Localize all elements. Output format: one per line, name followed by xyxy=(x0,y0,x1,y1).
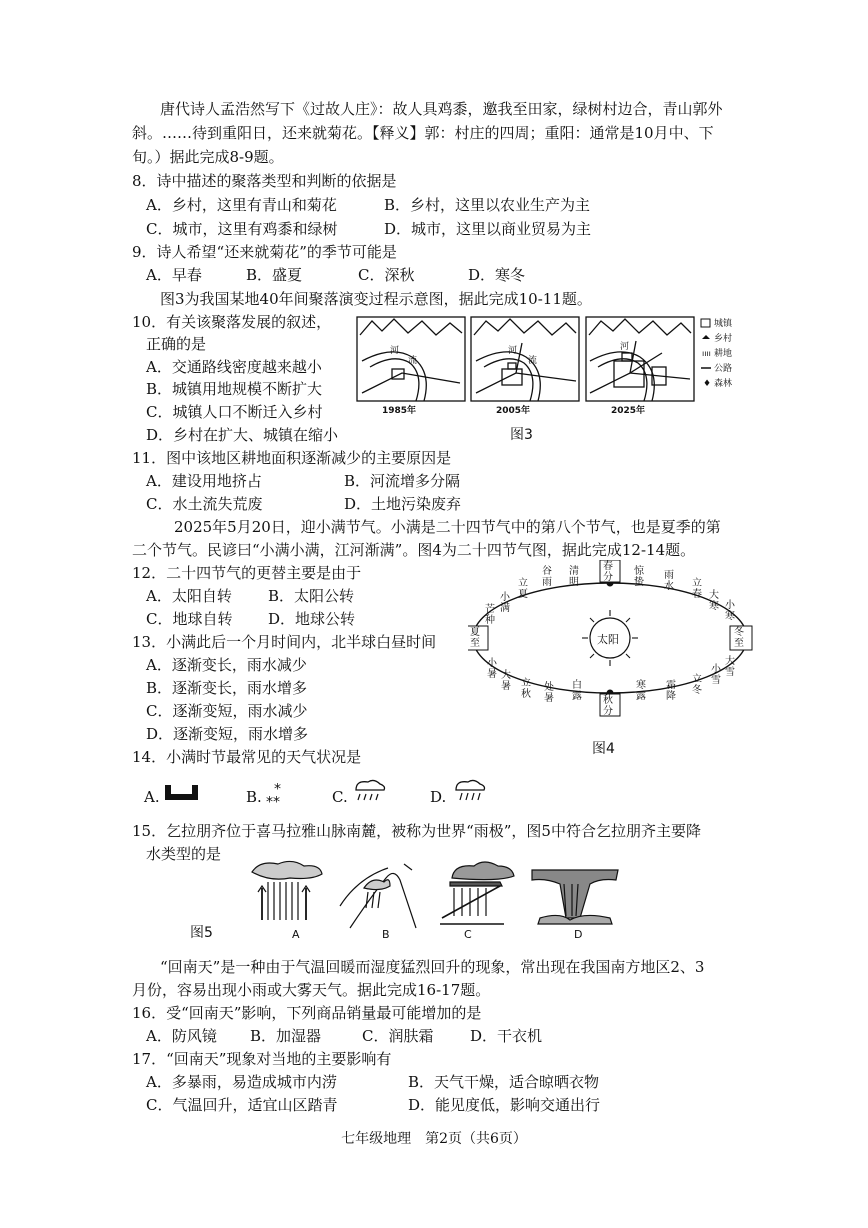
term-jingzhe: 惊蛰 xyxy=(634,566,644,588)
fig5-label-b: B xyxy=(382,928,390,941)
rain-icon xyxy=(452,778,488,804)
term-xiaohan: 小寒 xyxy=(725,600,735,622)
q10-option-d[interactable]: D．乡村在扩大、城镇在缩小 xyxy=(146,426,339,444)
q14-option-a[interactable]: A. xyxy=(144,788,160,806)
q17-option-a[interactable]: A．多暴雨，易造成城市内涝 xyxy=(146,1073,337,1091)
q14-option-d[interactable]: D. xyxy=(430,788,447,806)
q12-option-b[interactable]: B．太阳公转 xyxy=(268,587,355,605)
term-dahan: 大寒 xyxy=(709,590,719,612)
q12-option-a[interactable]: A．太阳自转 xyxy=(146,587,232,605)
q17-stem: 17．“回南天”现象对当地的主要影响有 xyxy=(132,1050,392,1068)
q9-option-c[interactable]: C．深秋 xyxy=(358,266,415,284)
term-bailu: 白露 xyxy=(572,680,582,702)
intro-poem-line2: 斜。……待到重阳日，还来就菊花。【释义】郭：村庄的四周；重阳：通常是10月中、下 xyxy=(132,124,714,142)
fig3-legend-farmland: 耕地 xyxy=(714,349,733,359)
fig3-legend-forest: 森林 xyxy=(714,379,733,389)
intro-huinantian-line2: 月份，容易出现小雨或大雾天气。据此完成16-17题。 xyxy=(132,981,491,999)
snow-icon xyxy=(264,776,300,806)
q15-stem-line2: 水类型的是 xyxy=(146,845,222,863)
q11-option-b[interactable]: B．河流增多分隔 xyxy=(344,472,461,490)
q8-option-a[interactable]: A．乡村，这里有青山和菊花 xyxy=(146,196,337,214)
term-xiazhi: 夏至 xyxy=(470,627,480,649)
fig3-legend-village: 乡村 xyxy=(714,334,733,344)
intro-fig3: 图3为我国某地40年间聚落演变过程示意图，据此完成10-11题。 xyxy=(160,290,592,308)
fig5-label-c: C xyxy=(464,928,472,941)
q13-option-b[interactable]: B．逐渐变长，雨水增多 xyxy=(146,679,308,697)
q13-option-c[interactable]: C．逐渐变短，雨水减少 xyxy=(146,702,308,720)
q13-option-a[interactable]: A．逐渐变长，雨水减少 xyxy=(146,656,307,674)
figure-3-settlement-evolution xyxy=(352,313,747,423)
q11-option-a[interactable]: A．建设用地挤占 xyxy=(146,472,262,490)
q8-option-c[interactable]: C．城市，这里有鸡黍和绿树 xyxy=(146,220,338,238)
fig3-river-label-2025: 河 xyxy=(620,342,630,352)
q16-stem: 16．受“回南天”影响，下列商品销量最可能增加的是 xyxy=(132,1004,482,1022)
q12-option-c[interactable]: C．地球自转 xyxy=(146,610,233,628)
q10-stem-line2: 正确的是 xyxy=(146,335,207,353)
svg-text:♦: ♦ xyxy=(703,379,712,389)
q16-option-d[interactable]: D．干衣机 xyxy=(470,1027,543,1045)
q10-option-c[interactable]: C．城镇人口不断迁入乡村 xyxy=(146,403,323,421)
q12-stem: 12．二十四节气的更替主要是由于 xyxy=(132,564,362,582)
term-chushu: 处暑 xyxy=(544,682,554,704)
fig5-caption: 图5 xyxy=(190,925,213,941)
dust-storm-icon xyxy=(162,782,202,804)
svg-text:ıııı: ıııı xyxy=(702,349,711,358)
q8-option-b[interactable]: B．乡村，这里以农业生产为主 xyxy=(384,196,591,214)
q16-option-a[interactable]: A．防风镜 xyxy=(146,1027,217,1045)
q12-option-d[interactable]: D．地球公转 xyxy=(268,610,356,628)
q9-option-b[interactable]: B．盛夏 xyxy=(246,266,303,284)
q14-option-c[interactable]: C. xyxy=(332,788,348,806)
intro-xiaoman-line2: 二个节气。民谚曰“小满小满，江河渐满”。图4为二十四节气图，据此完成12-14题。 xyxy=(132,541,696,559)
q13-stem: 13．小满此后一个月时间内，北半球白昼时间 xyxy=(132,633,437,651)
term-shuangjiang: 霜降 xyxy=(666,680,676,702)
q11-option-c[interactable]: C．水土流失荒废 xyxy=(146,495,263,513)
term-lixia: 立夏 xyxy=(518,578,528,600)
term-lidong: 立冬 xyxy=(692,674,702,696)
term-mangzhong: 芒种 xyxy=(485,604,495,626)
fig3-legend-town: 城镇 xyxy=(714,319,733,329)
fig3-year-2025: 2025年 xyxy=(611,406,646,416)
term-qingming: 清明 xyxy=(569,566,579,588)
q11-option-d[interactable]: D．土地污染废弃 xyxy=(344,495,462,513)
term-chunfen: 春分 xyxy=(603,561,613,583)
sun-label: 太阳 xyxy=(597,633,619,646)
fig5-label-d: D xyxy=(574,928,583,941)
page-footer: 七年级地理 第2页（共6页） xyxy=(341,1131,527,1147)
term-guyu: 谷雨 xyxy=(542,566,552,588)
q10-option-a[interactable]: A．交通路线密度越来越小 xyxy=(146,358,322,376)
fig3-panel-2005 xyxy=(471,317,579,401)
svg-text:⁎⁎: ⁎⁎ xyxy=(266,790,280,806)
q16-option-b[interactable]: B．加湿器 xyxy=(250,1027,322,1045)
term-xiaoxue: 小雪 xyxy=(711,664,721,686)
fig3-river2-label-1985: 流 xyxy=(408,356,418,366)
intro-poem-line3: 旬。）据此完成8-9题。 xyxy=(132,148,284,166)
q13-option-d[interactable]: D．逐渐变短，雨水增多 xyxy=(146,725,309,743)
q16-option-c[interactable]: C．润肤霜 xyxy=(362,1027,434,1045)
term-dongzhi: 冬至 xyxy=(734,627,744,649)
intro-poem-line1: 唐代诗人孟浩然写下《过故人庄》：故人具鸡黍，邀我至田家，绿树村边合，青山郭外 xyxy=(160,100,723,118)
intro-huinantian-line1: “回南天”是一种由于气温回暖而湿度猛烈回升的现象，常出现在我国南方地区2、3 xyxy=(160,958,705,976)
q8-option-d[interactable]: D．城市，这里以商业贸易为主 xyxy=(384,220,592,238)
q10-option-b[interactable]: B．城镇用地规模不断扩大 xyxy=(146,380,323,398)
term-dashu: 大暑 xyxy=(501,670,511,692)
term-lichun: 立春 xyxy=(692,578,702,600)
term-xiaoshu: 小暑 xyxy=(487,658,497,680)
q10-stem-line1: 10．有关该聚落发展的叙述， xyxy=(132,313,332,331)
svg-text:⁎: ⁎ xyxy=(274,777,281,793)
fig3-river-label-2005: 河 xyxy=(508,346,518,356)
fig4-labels xyxy=(468,560,786,730)
q14-option-b[interactable]: B. xyxy=(246,788,262,806)
fig4-caption: 图4 xyxy=(592,741,615,757)
fig3-legend-road: 公路 xyxy=(714,364,733,374)
fig3-river2-label-2005: 流 xyxy=(528,356,538,366)
q14-stem: 14．小满时节最常见的天气状况是 xyxy=(132,748,362,766)
term-daxue: 大雪 xyxy=(725,656,735,678)
q9-stem: 9．诗人希望“还来就菊花”的季节可能是 xyxy=(132,243,397,261)
q11-stem: 11．图中该地区耕地面积逐渐减少的主要原因是 xyxy=(132,449,452,467)
thunderstorm-icon xyxy=(352,778,388,804)
intro-xiaoman-line1: 2025年5月20日，迎小满节气。小满是二十四节气中的第八个节气，也是夏季的第 xyxy=(174,518,721,536)
figure-5-precipitation-types xyxy=(240,858,620,943)
term-xiaoman: 小满 xyxy=(500,592,510,614)
fig3-year-1985: 1985年 xyxy=(382,406,417,416)
q15-stem-line1: 15．乞拉朋齐位于喜马拉雅山脉南麓，被称为世界“雨极”，图5中符合乞拉朋齐主要降 xyxy=(132,822,701,840)
q17-option-c[interactable]: C．气温回升，适宜山区踏青 xyxy=(146,1096,338,1114)
fig3-caption: 图3 xyxy=(510,427,533,443)
fig3-year-2005: 2005年 xyxy=(496,406,531,416)
term-hanlu: 寒露 xyxy=(636,680,646,702)
term-yushui: 雨水 xyxy=(664,570,674,592)
q17-option-d[interactable]: D．能见度低，影响交通出行 xyxy=(408,1096,601,1114)
q17-option-b[interactable]: B．天气干燥，适合晾晒衣物 xyxy=(408,1073,600,1091)
term-liqiu: 立秋 xyxy=(521,678,531,700)
term-qiufen: 秋分 xyxy=(603,695,613,717)
q8-stem: 8．诗中描述的聚落类型和判断的依据是 xyxy=(132,172,397,190)
fig5-label-a: A xyxy=(292,928,300,941)
q9-option-d[interactable]: D．寒冬 xyxy=(468,266,526,284)
fig3-panel-2025 xyxy=(586,317,694,401)
fig3-river-label-1985: 河 xyxy=(390,346,400,356)
q9-option-a[interactable]: A．早春 xyxy=(146,266,202,284)
